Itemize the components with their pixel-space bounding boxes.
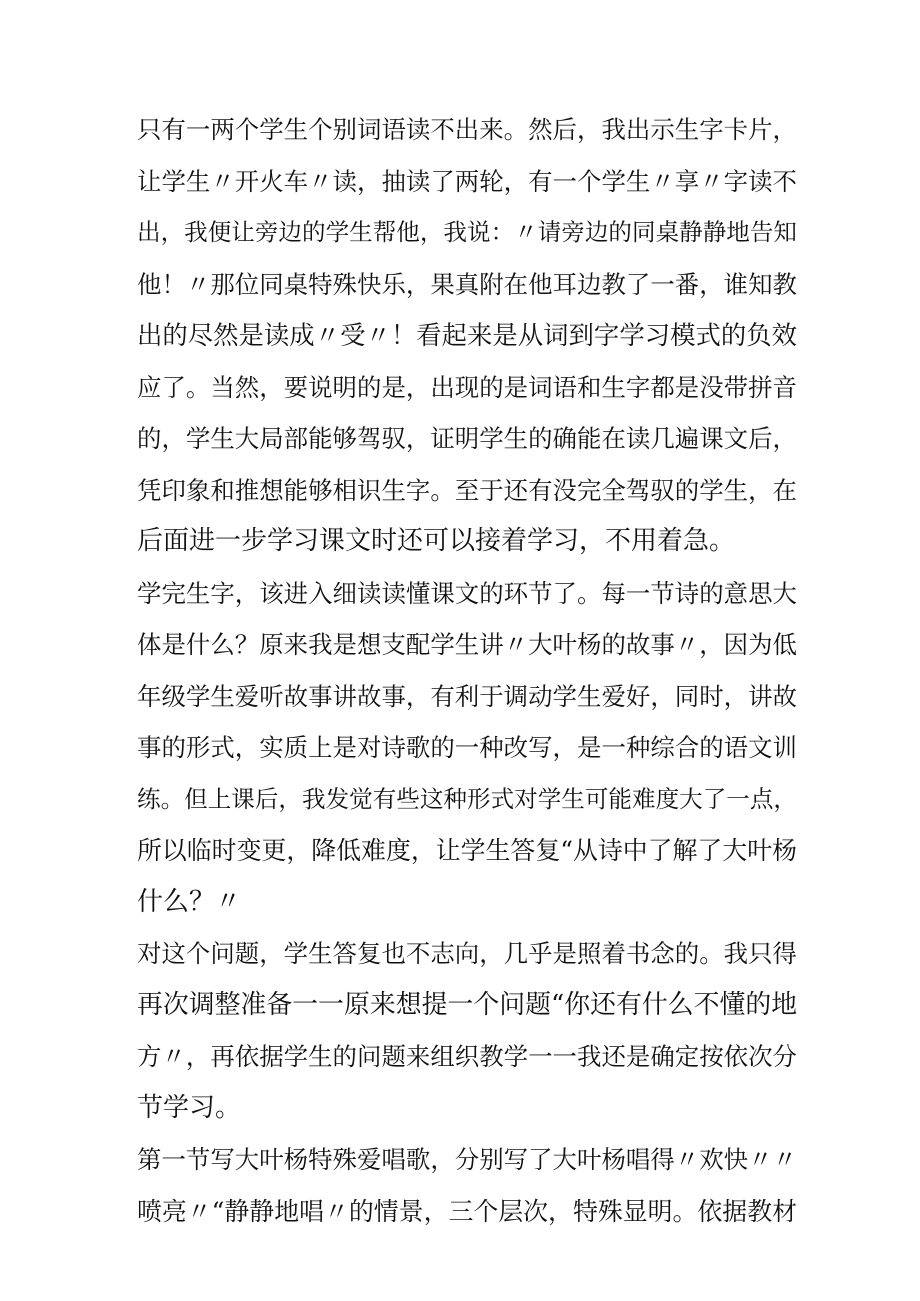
text-line: 事的形式，实质上是对诗歌的一种改写，是一种综合的语文训 — [137, 733, 797, 762]
text-line: 只有一两个学生个别词语读不出来。然后，我出示生字卡片， — [137, 115, 797, 144]
text-line: 出，我便让旁边的学生帮他，我说：〃请旁边的同桌静静地告知 — [137, 218, 797, 246]
text-line: 学完生字，该进入细读读懂课文的环节了。每一节诗的意思大 — [137, 578, 797, 608]
text-line: 练。但上课后，我发觉有些这种形式对学生可能难度大了一点， — [137, 784, 797, 813]
text-line: 再次调整准备一一原来想提一个问题“你还有什么不懂的地 — [137, 989, 797, 1020]
text-line: 什么？〃 — [137, 886, 242, 917]
text-line: 体是什么？原来我是想支配学生讲〃大叶杨的故事〃，因为低 — [137, 630, 797, 659]
text-line: 应了。当然，要说明的是，出现的是词语和生字都是没带拼音 — [137, 372, 797, 402]
text-line: 让学生〃开火车〃读，抽读了两轮，有一个学生〃享〃字读不 — [137, 166, 797, 196]
text-line: 第一节写大叶杨特殊爱唱歌，分别写了大叶杨唱得〃欢快〃〃 — [137, 1145, 797, 1174]
text-line: 凭印象和推想能够相识生字。至于还有没完全驾驭的学生，在 — [137, 475, 797, 505]
text-line: 对这个问题，学生答复也不志向，几乎是照着书念的。我只得 — [137, 939, 797, 968]
text-line: 方〃，再依据学生的问题来组织教学一一我还是确定按依次分 — [137, 1042, 797, 1071]
text-line: 他！〃那位同桌特殊快乐，果真附在他耳边教了一番，谁知教 — [137, 269, 797, 299]
text-line: 的，学生大局部能够驾驭，证明学生的确能在读几遍课文后， — [137, 424, 797, 453]
text-line: 节学习。 — [137, 1092, 242, 1123]
text-line: 喷亮〃“静静地唱〃的情景，三个层次，特殊显明。依据教材 — [137, 1196, 797, 1226]
text-line: 后面进一步学习课文时还可以接着学习，不用着急。 — [137, 526, 736, 556]
text-line: 所以临时变更，降低难度，让学生答复“从诗中了解了大叶杨 — [137, 836, 797, 865]
text-line: 出的尽然是读成〃受〃！看起来是从词到字学习模式的负效 — [137, 320, 797, 350]
body-text — [137, 104, 797, 1237]
text-line: 年级学生爱听故事讲故事，有利于调动学生爱好，同时，讲故 — [137, 681, 797, 711]
